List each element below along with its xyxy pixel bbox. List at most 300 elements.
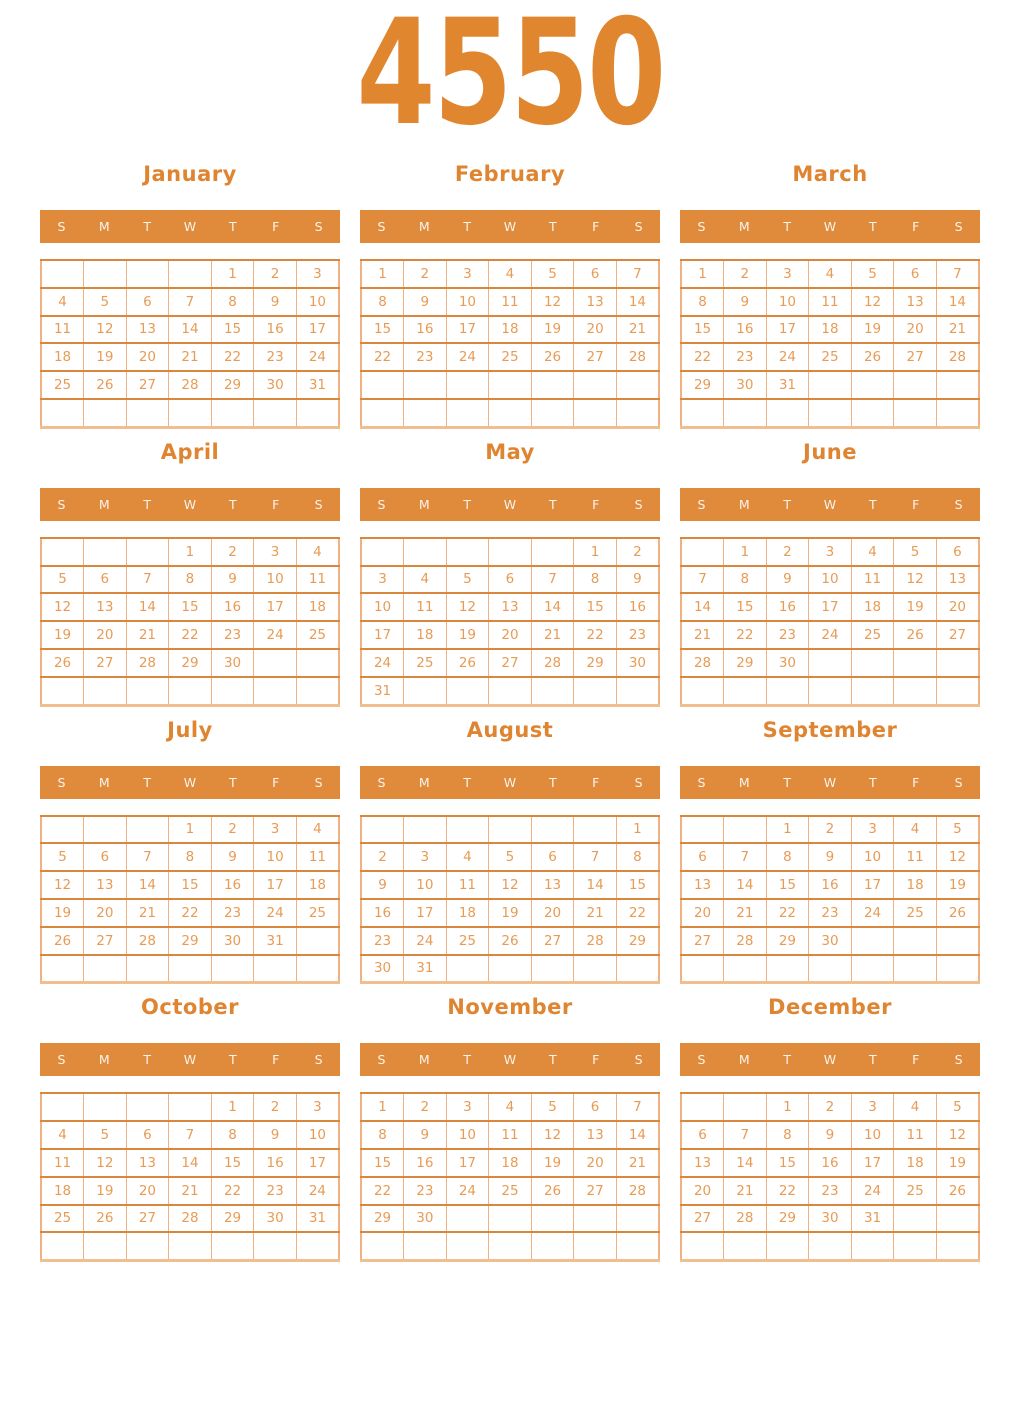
empty-cell: [724, 1093, 767, 1121]
date-cell: 18: [809, 316, 852, 344]
month-title: September: [762, 717, 898, 742]
date-cell: 17: [446, 316, 489, 344]
date-cell: 11: [296, 843, 339, 871]
date-cell: 17: [851, 1149, 894, 1177]
date-cell: 4: [894, 816, 937, 844]
date-cell: 25: [809, 343, 852, 371]
empty-cell: [361, 538, 404, 566]
date-cell: 17: [851, 871, 894, 899]
date-cell: 4: [296, 816, 339, 844]
date-cell: 3: [851, 816, 894, 844]
empty-cell: [84, 816, 127, 844]
date-cell: 28: [169, 371, 212, 399]
week-row: [361, 343, 659, 371]
date-cell: 8: [616, 843, 659, 871]
weekday-label: W: [183, 219, 197, 234]
date-cell: 18: [41, 1177, 84, 1205]
date-cell: 24: [766, 343, 809, 371]
date-cell: 23: [404, 343, 447, 371]
empty-cell: [936, 399, 979, 427]
date-cell: 13: [126, 316, 169, 344]
date-cell: 6: [84, 843, 127, 871]
date-cell: 19: [936, 871, 979, 899]
weekday-label: T: [783, 774, 791, 790]
weekday-label: F: [592, 1052, 600, 1068]
month-days-table: [40, 815, 340, 985]
empty-cell: [404, 399, 447, 427]
week-row: [41, 593, 339, 621]
date-cell: 11: [851, 566, 894, 594]
months-grid: [0, 163, 1020, 1274]
date-cell: 3: [446, 260, 489, 288]
date-cell: 6: [84, 566, 127, 594]
month-days-table: [360, 259, 660, 429]
date-cell: 27: [126, 1205, 169, 1233]
date-cell: 10: [851, 1121, 894, 1149]
date-cell: 31: [361, 677, 404, 705]
weekday-label: W: [183, 774, 197, 790]
empty-cell: [766, 1232, 809, 1260]
date-cell: 15: [361, 316, 404, 344]
date-cell: 26: [894, 621, 937, 649]
date-cell: 22: [169, 621, 212, 649]
date-cell: 26: [531, 343, 574, 371]
date-cell: 2: [254, 260, 297, 288]
date-cell: 29: [211, 371, 254, 399]
date-cell: 4: [404, 566, 447, 594]
week-row: [361, 371, 659, 399]
date-cell: 28: [681, 649, 724, 677]
weekday-label: S: [697, 496, 706, 512]
weekday-label: S: [954, 219, 963, 234]
date-cell: 7: [681, 566, 724, 594]
week-row: [41, 399, 339, 427]
month-days-body: [681, 1093, 979, 1260]
date-cell: 21: [574, 899, 617, 927]
empty-cell: [681, 955, 724, 983]
empty-cell: [936, 927, 979, 955]
date-cell: 9: [254, 288, 297, 316]
weekday-label: W: [503, 774, 517, 790]
week-row: [41, 955, 339, 983]
date-cell: 12: [446, 593, 489, 621]
month-title: April: [160, 439, 220, 464]
empty-cell: [489, 371, 532, 399]
weekday-label: S: [697, 774, 706, 790]
empty-cell: [489, 955, 532, 983]
date-cell: 17: [446, 1149, 489, 1177]
date-cell: 6: [936, 538, 979, 566]
date-cell: 7: [936, 260, 979, 288]
date-cell: 27: [84, 649, 127, 677]
weekday-label: T: [783, 219, 791, 234]
weekday-label: W: [503, 219, 517, 234]
weekday-label: F: [592, 219, 600, 234]
week-row: [41, 1149, 339, 1177]
month-days-table: [40, 259, 340, 429]
empty-cell: [851, 399, 894, 427]
weekday-header-bar: [360, 210, 660, 243]
date-cell: 25: [894, 1177, 937, 1205]
empty-cell: [681, 1232, 724, 1260]
empty-cell: [404, 1232, 447, 1260]
empty-cell: [681, 538, 724, 566]
date-cell: 17: [404, 899, 447, 927]
month-september: [680, 719, 980, 985]
date-cell: 23: [211, 621, 254, 649]
weekday-label: T: [143, 774, 151, 790]
date-cell: 5: [84, 288, 127, 316]
weekday-header-bar: [360, 488, 660, 521]
empty-cell: [84, 955, 127, 983]
date-cell: 5: [851, 260, 894, 288]
date-cell: 15: [616, 871, 659, 899]
week-row: [681, 343, 979, 371]
empty-cell: [851, 677, 894, 705]
empty-cell: [126, 399, 169, 427]
weekday-label: T: [463, 496, 471, 512]
weekday-label: M: [98, 496, 110, 512]
date-cell: 2: [766, 538, 809, 566]
date-cell: 12: [894, 566, 937, 594]
date-cell: 21: [169, 343, 212, 371]
date-cell: 18: [851, 593, 894, 621]
date-cell: 26: [936, 1177, 979, 1205]
empty-cell: [169, 260, 212, 288]
empty-cell: [574, 399, 617, 427]
empty-cell: [84, 538, 127, 566]
weekday-header-bar: [680, 488, 980, 521]
empty-cell: [404, 538, 447, 566]
date-cell: 4: [489, 260, 532, 288]
weekday-label: S: [314, 496, 323, 512]
week-row: [41, 1093, 339, 1121]
date-cell: 27: [489, 649, 532, 677]
week-row: [41, 538, 339, 566]
week-row: [41, 316, 339, 344]
month-days-body: [361, 816, 659, 983]
week-row: [361, 316, 659, 344]
empty-cell: [41, 816, 84, 844]
empty-cell: [489, 1205, 532, 1233]
date-cell: 22: [766, 1177, 809, 1205]
weekday-label: S: [314, 219, 323, 234]
date-cell: 21: [724, 1177, 767, 1205]
date-cell: 11: [404, 593, 447, 621]
date-cell: 12: [489, 871, 532, 899]
date-cell: 15: [169, 593, 212, 621]
date-cell: 21: [126, 899, 169, 927]
date-cell: 1: [766, 816, 809, 844]
date-cell: 8: [724, 566, 767, 594]
weekday-label: T: [549, 774, 557, 790]
week-row: [361, 649, 659, 677]
date-cell: 2: [404, 260, 447, 288]
date-cell: 28: [616, 343, 659, 371]
date-cell: 11: [809, 288, 852, 316]
date-cell: 28: [531, 649, 574, 677]
empty-cell: [41, 538, 84, 566]
weekday-label: M: [98, 1052, 110, 1068]
date-cell: 11: [41, 1149, 84, 1177]
weekday-label: T: [463, 219, 471, 234]
date-cell: 29: [766, 927, 809, 955]
date-cell: 7: [724, 843, 767, 871]
date-cell: 23: [766, 621, 809, 649]
week-row: [681, 1205, 979, 1233]
empty-cell: [169, 1232, 212, 1260]
empty-cell: [211, 955, 254, 983]
month-days-table: [680, 815, 980, 985]
date-cell: 15: [766, 871, 809, 899]
date-cell: 6: [574, 260, 617, 288]
date-cell: 2: [809, 816, 852, 844]
month-days-table: [40, 1092, 340, 1262]
month-days-body: [681, 260, 979, 427]
date-cell: 25: [894, 899, 937, 927]
date-cell: 11: [489, 288, 532, 316]
weekday-label: S: [954, 1052, 963, 1068]
date-cell: 20: [84, 899, 127, 927]
empty-cell: [446, 399, 489, 427]
date-cell: 7: [616, 260, 659, 288]
date-cell: 29: [681, 371, 724, 399]
week-row: [681, 677, 979, 705]
date-cell: 27: [531, 927, 574, 955]
month-days-body: [41, 816, 339, 983]
empty-cell: [894, 399, 937, 427]
date-cell: 8: [361, 288, 404, 316]
date-cell: 27: [84, 927, 127, 955]
date-cell: 3: [404, 843, 447, 871]
date-cell: 13: [126, 1149, 169, 1177]
date-cell: 18: [404, 621, 447, 649]
date-cell: 1: [169, 538, 212, 566]
date-cell: 13: [531, 871, 574, 899]
date-cell: 11: [446, 871, 489, 899]
date-cell: 6: [681, 1121, 724, 1149]
date-cell: 5: [936, 816, 979, 844]
date-cell: 3: [361, 566, 404, 594]
month-days-body: [361, 1093, 659, 1260]
empty-cell: [296, 1232, 339, 1260]
date-cell: 23: [616, 621, 659, 649]
month-days-table: [360, 815, 660, 985]
date-cell: 1: [574, 538, 617, 566]
date-cell: 30: [809, 1205, 852, 1233]
empty-cell: [169, 1093, 212, 1121]
date-cell: 27: [681, 1205, 724, 1233]
date-cell: 10: [296, 1121, 339, 1149]
weekday-label: S: [634, 219, 643, 234]
date-cell: 30: [211, 649, 254, 677]
empty-cell: [84, 1232, 127, 1260]
week-row: [681, 1232, 979, 1260]
date-cell: 24: [446, 1177, 489, 1205]
empty-cell: [766, 399, 809, 427]
month-january: [40, 163, 340, 429]
week-row: [361, 593, 659, 621]
date-cell: 7: [616, 1093, 659, 1121]
date-cell: 16: [766, 593, 809, 621]
empty-cell: [809, 677, 852, 705]
date-cell: 27: [894, 343, 937, 371]
date-cell: 25: [296, 899, 339, 927]
date-cell: 11: [894, 843, 937, 871]
date-cell: 1: [681, 260, 724, 288]
empty-cell: [404, 677, 447, 705]
date-cell: 1: [361, 260, 404, 288]
date-cell: 25: [446, 927, 489, 955]
date-cell: 12: [851, 288, 894, 316]
week-row: [361, 1205, 659, 1233]
date-cell: 19: [489, 899, 532, 927]
week-row: [41, 899, 339, 927]
month-title: July: [167, 717, 213, 742]
date-cell: 29: [766, 1205, 809, 1233]
date-cell: 4: [41, 288, 84, 316]
month-days-body: [41, 260, 339, 427]
weekday-label: S: [697, 1052, 706, 1068]
empty-cell: [616, 955, 659, 983]
date-cell: 30: [616, 649, 659, 677]
date-cell: 25: [404, 649, 447, 677]
weekday-label: W: [823, 1052, 837, 1068]
empty-cell: [169, 955, 212, 983]
empty-cell: [126, 1232, 169, 1260]
week-row: [361, 538, 659, 566]
date-cell: 18: [446, 899, 489, 927]
date-cell: 29: [616, 927, 659, 955]
weekday-label: W: [823, 774, 837, 790]
month-title: March: [792, 162, 868, 186]
date-cell: 13: [574, 288, 617, 316]
date-cell: 10: [254, 843, 297, 871]
month-november: [360, 996, 660, 1262]
date-cell: 12: [41, 871, 84, 899]
empty-cell: [531, 371, 574, 399]
date-cell: 4: [489, 1093, 532, 1121]
date-cell: 25: [489, 1177, 532, 1205]
empty-cell: [936, 649, 979, 677]
date-cell: 16: [404, 316, 447, 344]
date-cell: 21: [616, 1149, 659, 1177]
week-row: [681, 593, 979, 621]
date-cell: 9: [211, 843, 254, 871]
date-cell: 6: [126, 288, 169, 316]
week-row: [361, 1121, 659, 1149]
date-cell: 15: [211, 1149, 254, 1177]
week-row: [681, 816, 979, 844]
date-cell: 20: [894, 316, 937, 344]
date-cell: 5: [41, 566, 84, 594]
empty-cell: [41, 677, 84, 705]
date-cell: 20: [936, 593, 979, 621]
week-row: [681, 649, 979, 677]
date-cell: 24: [446, 343, 489, 371]
empty-cell: [361, 371, 404, 399]
date-cell: 6: [126, 1121, 169, 1149]
date-cell: 19: [84, 343, 127, 371]
week-row: [361, 621, 659, 649]
week-row: [41, 566, 339, 594]
date-cell: 24: [404, 927, 447, 955]
week-row: [681, 566, 979, 594]
week-row: [361, 927, 659, 955]
empty-cell: [574, 677, 617, 705]
date-cell: 31: [404, 955, 447, 983]
date-cell: 21: [681, 621, 724, 649]
empty-cell: [41, 1232, 84, 1260]
date-cell: 30: [809, 927, 852, 955]
empty-cell: [531, 955, 574, 983]
empty-cell: [894, 955, 937, 983]
date-cell: 17: [254, 871, 297, 899]
month-title: December: [768, 995, 892, 1020]
date-cell: 10: [361, 593, 404, 621]
date-cell: 9: [211, 566, 254, 594]
date-cell: 24: [296, 343, 339, 371]
weekday-label: T: [143, 496, 151, 512]
date-cell: 8: [766, 843, 809, 871]
date-cell: 28: [574, 927, 617, 955]
weekday-label: F: [912, 1052, 920, 1068]
date-cell: 22: [361, 1177, 404, 1205]
date-cell: 10: [296, 288, 339, 316]
date-cell: 1: [616, 816, 659, 844]
date-cell: 21: [169, 1177, 212, 1205]
month-days-body: [361, 260, 659, 427]
date-cell: 19: [936, 1149, 979, 1177]
date-cell: 28: [616, 1177, 659, 1205]
empty-cell: [446, 677, 489, 705]
date-cell: 21: [724, 899, 767, 927]
date-cell: 21: [616, 316, 659, 344]
empty-cell: [936, 1205, 979, 1233]
empty-cell: [84, 1093, 127, 1121]
empty-cell: [809, 1232, 852, 1260]
month-days-body: [681, 538, 979, 705]
empty-cell: [531, 538, 574, 566]
weekday-label: S: [57, 496, 66, 512]
empty-cell: [361, 816, 404, 844]
date-cell: 23: [809, 1177, 852, 1205]
weekday-label: W: [503, 1052, 517, 1068]
date-cell: 16: [211, 593, 254, 621]
empty-cell: [616, 399, 659, 427]
week-row: [681, 927, 979, 955]
weekday-header-bar: [680, 1043, 980, 1076]
empty-cell: [169, 677, 212, 705]
date-cell: 14: [126, 871, 169, 899]
weekday-label: M: [738, 1052, 750, 1068]
month-days-body: [41, 1093, 339, 1260]
month-may: [360, 441, 660, 707]
weekday-header-bar: [360, 1043, 660, 1076]
weekday-header-bar: [40, 488, 340, 521]
date-cell: 12: [84, 1149, 127, 1177]
weekday-label: T: [869, 219, 877, 234]
weekday-label: T: [549, 219, 557, 234]
date-cell: 9: [361, 871, 404, 899]
date-cell: 8: [574, 566, 617, 594]
empty-cell: [489, 1232, 532, 1260]
week-row: [361, 677, 659, 705]
date-cell: 29: [169, 927, 212, 955]
date-cell: 27: [681, 927, 724, 955]
weekday-label: T: [549, 496, 557, 512]
date-cell: 18: [489, 1149, 532, 1177]
